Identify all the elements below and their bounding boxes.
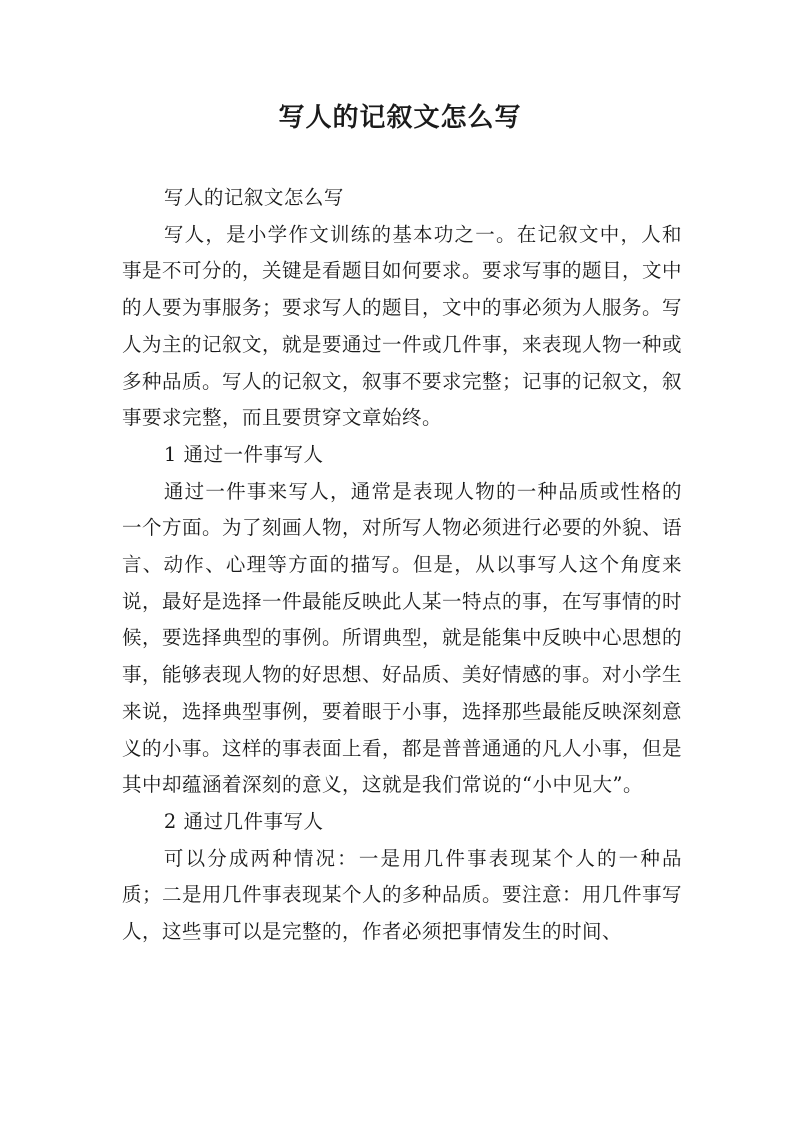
intro-paragraph: 写人，是小学作文训练的基本功之一。在记叙文中，人和事是不可分的，关键是看题目如何要求。要求写事的题目，文中的人要为事服务；要求写人的题目，文中的事必须为人服务。写人为主的记叙文，就是要通过一件或几件事，来表现人物一种或多种品质。写人的记叙文，叙事不要求完整；记事的记叙文，叙事要求完整，而且要贯穿文章始终。 [122, 222, 683, 430]
document-body [122, 180, 682, 951]
section-heading-one: 1 通过一件事写人 [163, 442, 324, 466]
subtitle-line: 写人的记叙文怎么写 [163, 186, 344, 209]
section-one-paragraph: 通过一件事来写人，通常是表现人物的一种品质或性格的一个方面。为了刻画人物，对所写人物必须进行必要的外貌、语言、动作、心理等方面的描写。但是，从以事写人这个角度来说，最好是选择一件最能反映此人某一特点的事，在写事情的时候，要选择典型的事例。所谓典型，就是能集中反映中心思想的事，能够表现人物的好思想、好品质、美好情感的事。对小学生来说，选择典型事例，要着眼于小事，选择那些最能反映深刻意义的小事。这样的事表面上看，都是普普通通的凡人小事，但是其中却蕴涵着深刻的意义，这就是我们常说的“小中见大”。 [122, 479, 683, 797]
section-heading-two: 2 通过几件事写人 [163, 809, 324, 833]
section-two-paragraph: 可以分成两种情况：一是用几件事表现某个人的一种品质；二是用几件事表现某个人的多种品质。要注意：用几件事写人，这些事可以是完整的，作者必须把事情发生的时间、 [122, 846, 683, 944]
document-title: 写人的记叙文怎么写 [278, 103, 522, 133]
